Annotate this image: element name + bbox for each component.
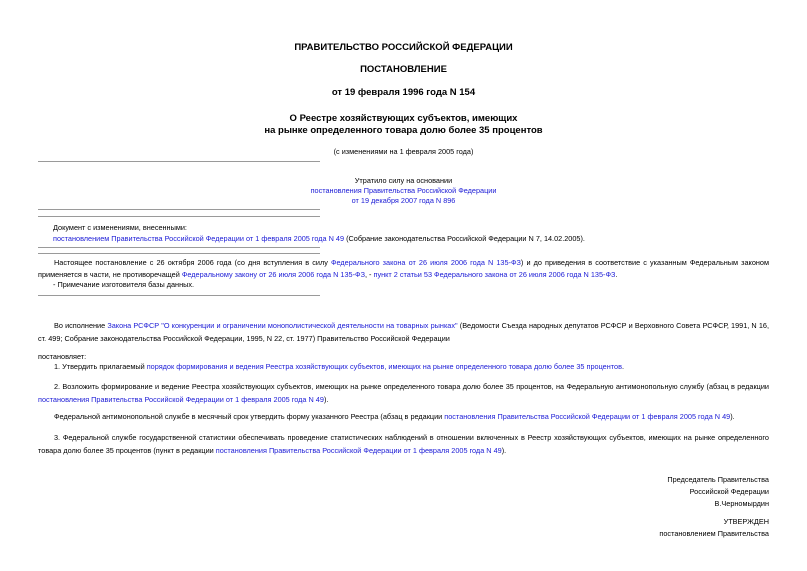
resolution-49-link[interactable]: постановления Правительства Российской Федерации от 1 февраля 2005 года N 49 <box>444 412 731 421</box>
document-title-line2: на рынке определенного товара долю более 35 процентов <box>264 125 543 136</box>
divider <box>38 253 320 254</box>
resolution-49-link[interactable]: постановления Правительства Российской Федерации от 1 февраля 2005 года N 49 <box>38 394 324 404</box>
law-135-link[interactable]: Федерального закона от 26 июля 2006 года N 135-ФЗ <box>330 258 521 267</box>
fas-paragraph: Федеральной антимонопольной службе в месячный срок утвердить форму указанного Реестра (абзац в редакции постановления Правительства Российской Федерации от 1 февраля 2005 года N 49). <box>54 412 735 421</box>
approval-block <box>659 516 769 540</box>
changes-intro: Документ с изменениями, внесенными: <box>53 223 187 232</box>
item-2-paragraph: 2. Возложить формирование и ведение Реестра хозяйствующих субъектов, имеющих на рынке определенного товара долю более 35 процентов, на Федеральную антимонопольную службу (абзац в редакции постановления Правительства Российской Федерации от 1 февраля 2005 года N 49). <box>38 382 769 404</box>
law-135-link-2[interactable]: Федеральному закону от 26 июля 2006 года N 135-ФЗ <box>181 269 365 279</box>
resolution-49-link[interactable]: постановления Правительства Российской Федерации от 1 февраля 2005 года N 49 <box>215 445 502 455</box>
law-135-article-link[interactable]: пункт 2 статьи 53 Федерального закона от 26 июля 2006 года N 135-ФЗ <box>373 269 616 279</box>
government-heading: ПРАВИТЕЛЬСТВО РОССИЙСКОЙ ФЕДЕРАЦИИ <box>294 42 513 53</box>
changes-source: (Собрание законодательства Российской Федерации N 7, 14.02.2005). <box>344 234 585 243</box>
resolves-label: постановляет: <box>38 352 87 361</box>
document-title-line1: О Реестре хозяйствующих субъектов, имеющих <box>289 113 518 124</box>
amendments-note: (с изменениями на 1 февраля 2005 года) <box>333 147 474 156</box>
signature-name: В.Черномырдин <box>714 499 769 508</box>
item-3-paragraph: 3. Федеральной службе государственной статистики обеспечивать проведение статистических наблюдений в отношении включенных в Реестр хозяйствующих субъектов, имеющих на рынке определенного товара долю более 35 процентов (пункт в редакции постановления Правительства Российской Федерации от 1 февраля 2005 года N 49). <box>38 433 769 455</box>
approval-source: постановлением Правительства <box>659 529 769 538</box>
changes-link[interactable]: постановлением Правительства Российской Федерации от 1 февраля 2005 года N 49 <box>53 234 345 243</box>
divider <box>38 247 320 248</box>
register-procedure-link[interactable]: порядок формирования и ведения Реестра хозяйствующих субъектов, имеющих на рынке определенного товара долю более 35 процентов <box>146 362 622 371</box>
divider <box>38 161 320 162</box>
preamble-paragraph: Во исполнение Закона РСФСР "О конкуренции и ограничении монополистической деятельности на товарных рынках" (Ведомости Съезда народных депутатов РСФСР и Верховного Совета РСФСР, 1991, N 16, ст. 499; Собрание законодательства Российской Федерации, 1995, N 22, ст. 1977) Правительство Российской Федерации <box>38 321 769 343</box>
changes-line <box>53 234 585 243</box>
signature-org: Российской Федерации <box>689 487 769 496</box>
item-1-paragraph: 1. Утвердить прилагаемый порядок формирования и ведения Реестра хозяйствующих субъектов, имеющих на рынке определенного товара долю более 35 процентов. <box>54 362 624 371</box>
document-type: ПОСТАНОВЛЕНИЕ <box>360 64 447 75</box>
approval-title: УТВЕРЖДЕН <box>723 517 769 526</box>
rsfsr-law-link[interactable]: Закона РСФСР "О конкуренции и ограничении монополистической деятельности на товарных рынках" <box>107 321 458 330</box>
repeal-link-line2[interactable]: от 19 декабря 2007 года N 896 <box>351 196 456 205</box>
divider <box>38 295 320 296</box>
document-date-number: от 19 февраля 1996 года N 154 <box>331 87 476 98</box>
repeal-text: Утратило силу на основании <box>354 176 453 185</box>
signature-block <box>667 474 769 510</box>
divider <box>38 216 320 217</box>
signature-title: Председатель Правительства <box>667 475 769 484</box>
repeal-link-line1[interactable]: постановления Правительства Российской Федерации <box>310 186 497 195</box>
divider <box>38 209 320 210</box>
manufacturer-note: Настоящее постановление с 26 октября 2006 года (со дня вступления в силу Федерального закона от 26 июля 2006 года N 135-ФЗ) и до приведения в соответствие с указанным Федеральным законом применяется в части, не противоречащей Федеральному закону от 26 июля 2006 года N 135-ФЗ, - пункт 2 статьи 53 Федерального закона от 26 июля 2006 года N 135-ФЗ. <box>38 258 769 279</box>
manufacturer-note-label: - Примечание изготовителя базы данных. <box>53 280 195 289</box>
